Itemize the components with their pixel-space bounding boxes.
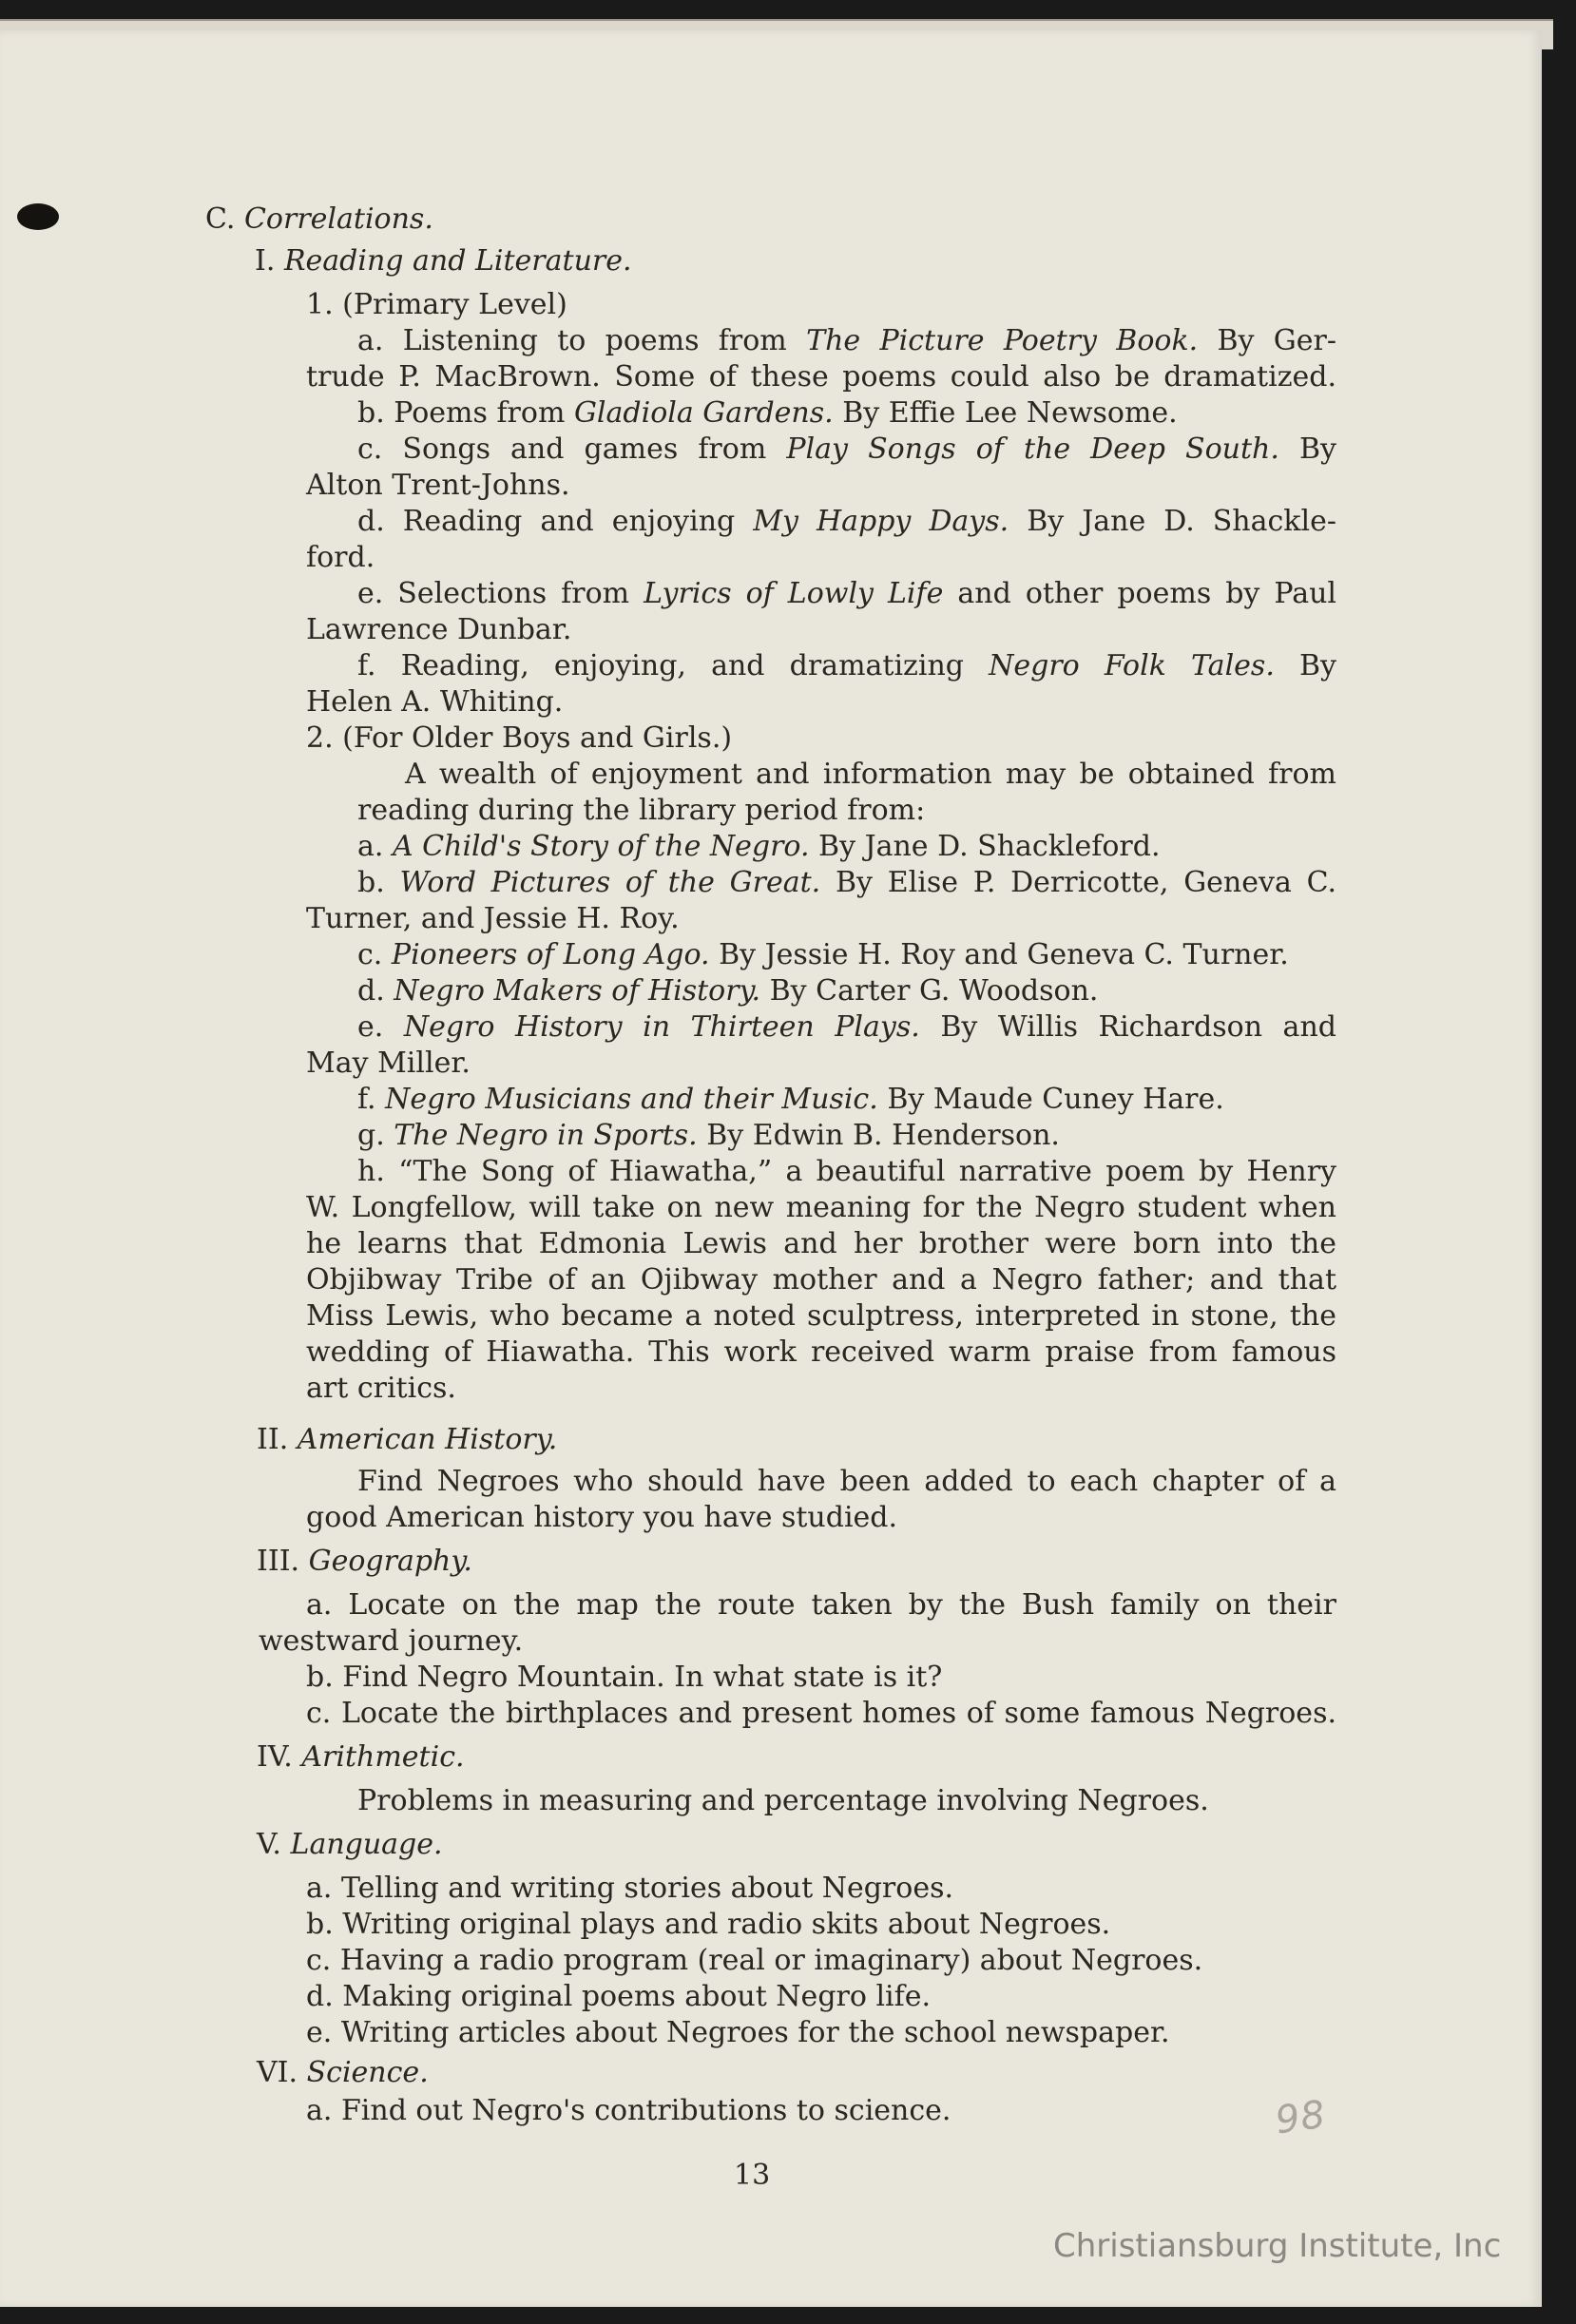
- older-item-h-line5: Miss Lewis, who became a noted sculptress, interpreted in stone, the: [306, 1299, 1336, 1333]
- older-item-h-line3: he learns that Edmonia Lewis and her brother were born into the: [306, 1227, 1336, 1260]
- older-item-f: f. Negro Musicians and their Music. By Maude Cuney Hare.: [357, 1083, 1224, 1116]
- heading-language: V. Language.: [257, 1828, 443, 1861]
- older-item-h-line4: Objibway Tribe of an Ojibway mother and a Negro father; and that: [306, 1263, 1336, 1296]
- arithmetic-line1: Problems in measuring and percentage involving Negroes.: [357, 1784, 1209, 1817]
- primary-item-f-line2: Helen A. Whiting.: [306, 685, 564, 719]
- heading-science: VI. Science.: [257, 2056, 429, 2089]
- geography-item-b: b. Find Negro Mountain. In what state is it?: [306, 1661, 943, 1694]
- section-letter: C.: [205, 202, 236, 236]
- primary-item-d: d. Reading and enjoying My Happy Days. By Jane D. Shackle-: [357, 505, 1336, 538]
- older-item-b-line2: Turner, and Jessie H. Roy.: [306, 902, 680, 935]
- primary-item-d-line2: ford.: [306, 541, 375, 574]
- heading-arithmetic: IV. Arithmetic.: [257, 1740, 465, 1774]
- section-heading: [205, 202, 433, 238]
- heading-reading: I. Reading and Literature.: [255, 244, 632, 278]
- history-line1: Find Negroes who should have been added to each chapter of a: [357, 1465, 1336, 1498]
- primary-item-a-line2: trude P. MacBrown. Some of these poems could also be dramatized.: [306, 360, 1336, 394]
- language-item-d: d. Making original poems about Negro life.: [306, 1980, 932, 2013]
- language-item-e: e. Writing articles about Negroes for the school newspaper.: [306, 2016, 1170, 2049]
- older-item-e: e. Negro History in Thirteen Plays. By Willis Richardson and: [357, 1010, 1336, 1044]
- science-item-a: a. Find out Negro's contributions to science.: [306, 2094, 951, 2127]
- older-item-g: g. The Negro in Sports. By Edwin B. Henderson.: [357, 1119, 1060, 1152]
- older-item-h-line7: art critics.: [306, 1372, 456, 1405]
- heading-history: II. American History.: [257, 1423, 558, 1456]
- older-item-b: b. Word Pictures of the Great. By Elise P. Derricotte, Geneva C.: [357, 866, 1337, 899]
- older-intro-line2: reading during the library period from:: [357, 794, 926, 827]
- primary-item-a: a. Listening to poems from The Picture Poetry Book. By Ger-: [357, 324, 1336, 357]
- older-item-c: c. Pioneers of Long Ago. By Jessie H. Roy and Geneva C. Turner.: [357, 938, 1289, 971]
- older-item-h-line1: h. “The Song of Hiawatha,” a beautiful narrative poem by Henry: [357, 1155, 1336, 1188]
- heading-geography: III. Geography.: [257, 1545, 472, 1578]
- language-item-c: c. Having a radio program (real or imaginary) about Negroes.: [306, 1944, 1203, 1977]
- language-item-b: b. Writing original plays and radio skits about Negroes.: [306, 1908, 1111, 1941]
- section-title: Correlations.: [243, 202, 433, 236]
- older-level-label: 2. (For Older Boys and Girls.): [306, 721, 733, 755]
- document-page: [0, 30, 1542, 2307]
- older-item-d: d. Negro Makers of History. By Carter G. Woodson.: [357, 974, 1099, 1008]
- watermark: Christiansburg Institute, Inc: [1053, 2227, 1502, 2265]
- primary-item-c-line2: Alton Trent-Johns.: [306, 469, 570, 502]
- older-item-e-line2: May Miller.: [306, 1047, 471, 1080]
- page-content: [0, 30, 1542, 2307]
- geography-item-a-line2: westward journey.: [259, 1624, 524, 1658]
- older-item-h-line2: W. Longfellow, will take on new meaning for the Negro student when: [306, 1191, 1336, 1224]
- primary-item-e: e. Selections from Lyrics of Lowly Life and other poems by Paul: [357, 577, 1337, 610]
- language-item-a: a. Telling and writing stories about Negroes.: [306, 1872, 954, 1905]
- older-intro-line1: A wealth of enjoyment and information may be obtained from: [405, 758, 1336, 791]
- page-number: 13: [734, 2159, 771, 2192]
- primary-item-f: f. Reading, enjoying, and dramatizing Negro Folk Tales. By: [357, 649, 1336, 682]
- primary-level-label: 1. (Primary Level): [306, 288, 567, 321]
- history-line2: good American history you have studied.: [306, 1501, 898, 1534]
- handwritten-note: 98: [1272, 2092, 1329, 2143]
- geography-item-a: a. Locate on the map the route taken by the Bush family on their: [306, 1588, 1336, 1622]
- primary-item-e-line2: Lawrence Dunbar.: [306, 613, 572, 646]
- primary-item-b: b. Poems from Gladiola Gardens. By Effie Lee Newsome.: [357, 396, 1178, 430]
- geography-item-c: c. Locate the birthplaces and present homes of some famous Negroes.: [306, 1697, 1336, 1730]
- older-item-h-line6: wedding of Hiawatha. This work received warm praise from famous: [306, 1335, 1336, 1369]
- primary-item-c: c. Songs and games from Play Songs of the Deep South. By: [357, 432, 1336, 466]
- older-item-a: a. A Child's Story of the Negro. By Jane D. Shackleford.: [357, 830, 1161, 863]
